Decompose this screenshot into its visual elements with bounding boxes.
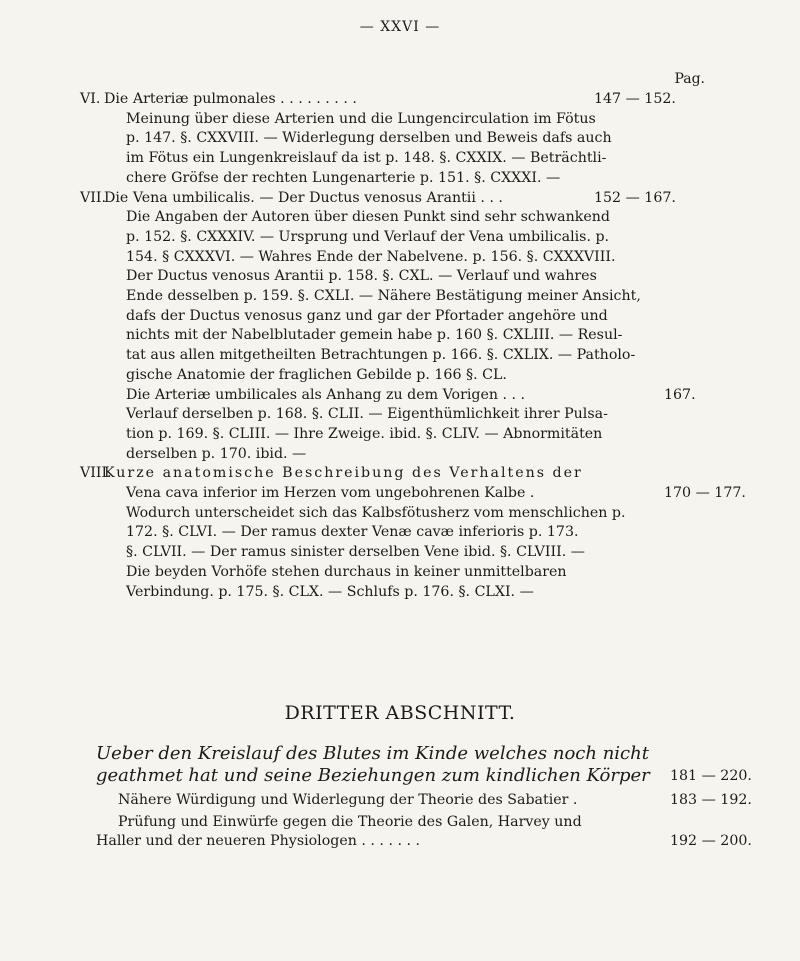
entry-text-line: gische Anatomie der fraglichen Gebilde p. 166 §. CL.	[126, 366, 507, 383]
section-sub-entry	[96, 832, 752, 852]
section-sub-entry-pages: 183 — 192.	[670, 792, 752, 808]
sub-entry-title: Die Arteriæ umbilicales als Anhang zu dem Vorigen . . .	[126, 386, 526, 403]
section-heading-text: geathmet hat und seine Beziehungen zum kindlichen Körper	[96, 765, 650, 786]
page-header: — XXVI —	[359, 19, 441, 35]
entry-text-line	[104, 484, 746, 504]
entry-text-line: im Fötus ein Lungenkreislauf da ist p. 148. §. CXXIX. — Beträchtli-	[126, 150, 607, 167]
entry-title: Kurze anatomische Beschreibung des Verhaltens der	[104, 465, 583, 482]
section-heading-pages: 181 — 220.	[670, 768, 752, 784]
entry-text-line: p. 147. §. CXXVIII. — Widerlegung derselben und Beweis dafs auch	[126, 130, 612, 147]
entry-text-line: Verlauf derselben p. 168. §. CLII. — Eigenthümlichkeit ihrer Pulsa-	[126, 406, 608, 423]
entry-text-line: 172. §. CLVI. — Der ramus dexter Venæ cavæ inferioris p. 173.	[126, 524, 579, 541]
entry-title-continued: Vena cava inferior im Herzen vom ungebohrenen Kalbe .	[126, 485, 535, 502]
entry-text-line: Ende desselben p. 159. §. CXLI. — Nähere Bestätigung meiner Ansicht,	[126, 288, 641, 305]
entry-text-line	[104, 386, 696, 406]
entry-text-line: Meinung über diese Arterien und die Lungencirculation im Fötus	[126, 110, 596, 127]
section-sub-entry-text: Nähere Würdigung und Widerlegung der Theorie des Sabatier .	[118, 792, 578, 808]
sub-entry-pages: 167.	[664, 386, 696, 403]
section-title: DRITTER ABSCHNITT.	[284, 702, 516, 724]
entry-text-line: Wodurch unterscheidet sich das Kalbsfötusherz vom menschlichen p.	[126, 504, 626, 521]
index-entry	[80, 189, 724, 465]
entry-text-line: p. 152. §. CXXXIV. — Ursprung und Verlauf der Vena umbilicalis. p.	[126, 228, 610, 245]
entry-text-line: Der Ductus venosus Arantii p. 158. §. CXL. — Verlauf und wahres	[126, 268, 597, 285]
entry-number: VIII.	[80, 465, 112, 482]
entry-text-line: §. CLVII. — Der ramus sinister derselben Vene ibid. §. CLVIII. —	[126, 544, 585, 561]
index-entries	[80, 90, 746, 602]
entry-pages: 170 — 177.	[664, 485, 746, 502]
entry-text-line: Die beyden Vorhöfe stehen durchaus in keiner unmittelbaren	[126, 563, 567, 580]
section-entries	[96, 743, 752, 852]
section-heading-line	[96, 765, 752, 787]
index-entry	[80, 464, 746, 602]
section-heading-line: Ueber den Kreislauf des Blutes im Kinde welches noch nicht	[96, 743, 649, 764]
entry-text-line: Verbindung. p. 175. §. CLX. — Schlufs p. 176. §. CLXI. —	[126, 583, 534, 600]
entry-text-line: tat aus allen mitgetheilten Betrachtungen p. 166. §. CXLIX. — Patholo-	[126, 347, 636, 364]
entry-pages: 147 — 152.	[594, 91, 676, 107]
entry-text-line: derselben p. 170. ibid. —	[126, 445, 307, 462]
section-sub-entry-text: Haller und der neueren Physiologen . . . . . . .	[96, 833, 421, 850]
entry-text-line: dafs der Ductus venosus ganz und gar der Pfortader angehöre und	[126, 307, 608, 324]
section-sub-entry: Prüfung und Einwürfe gegen die Theorie des Galen, Harvey und	[118, 813, 582, 830]
index-entry	[80, 90, 724, 189]
entry-title: Die Arteriæ pulmonales . . . . . . . . .	[104, 91, 357, 107]
entry-text-line: Die Angaben der Autoren über diesen Punkt sind sehr schwankend	[126, 209, 610, 226]
section-sub-entry	[96, 791, 752, 811]
entry-text-line: chere Gröfse der rechten Lungenarterie p. 151. §. CXXXI. —	[126, 169, 561, 186]
entry-number: VII.	[80, 189, 106, 206]
entry-pages: 152 — 167.	[594, 189, 676, 206]
entry-text-line: 154. § CXXXVI. — Wahres Ende der Nabelvene. p. 156. §. CXXXVIII.	[126, 248, 616, 265]
page-column-label: Pag.	[674, 71, 705, 87]
entry-text-line: nichts mit der Nabelblutader gemein habe p. 160 §. CXLIII. — Resul-	[126, 327, 623, 344]
entry-title: Die Vena umbilicalis. — Der Ductus venosus Arantii . . .	[104, 189, 503, 206]
entry-number: VI.	[80, 91, 101, 107]
section-sub-entry-pages: 192 — 200.	[670, 833, 752, 850]
entry-text-line: tion p. 169. §. CLIII. — Ihre Zweige. ibid. §. CLIV. — Abnormitäten	[126, 425, 603, 442]
